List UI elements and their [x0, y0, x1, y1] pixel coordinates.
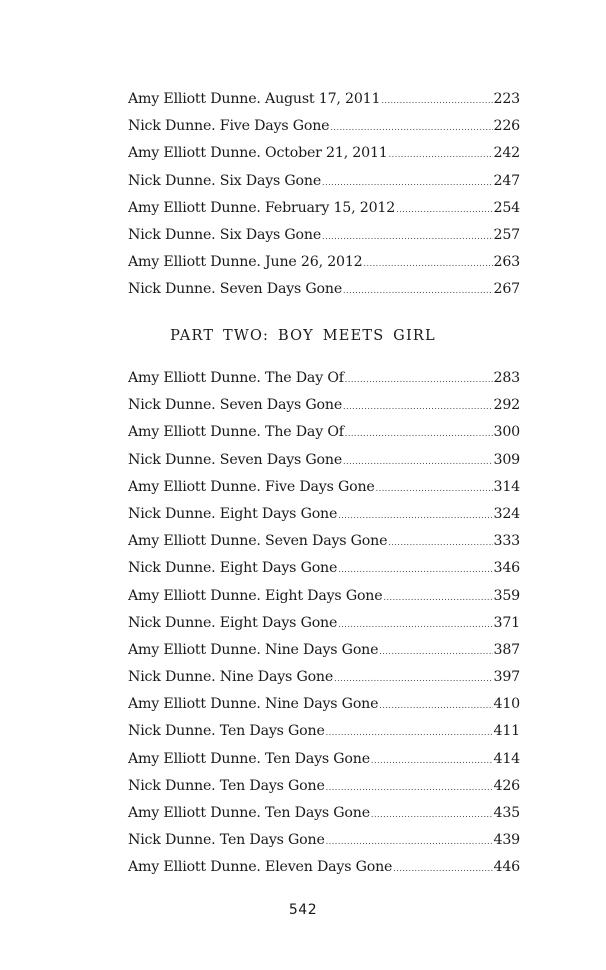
- toc-entry: [128, 168, 520, 195]
- part-heading: PART TWO: BOY MEETS GIRL: [170, 328, 436, 344]
- toc-entry-page-number: 263: [493, 254, 520, 271]
- toc-entry-page-number: 359: [493, 587, 520, 604]
- toc-entry: [128, 365, 520, 392]
- dot-leader: [379, 692, 492, 719]
- toc-entry-page-number: 346: [493, 560, 520, 577]
- toc-entry-title: Nick Dunne. Eight Days Gone: [128, 560, 338, 577]
- toc-block-two: [128, 365, 520, 882]
- toc-entry: [128, 222, 520, 249]
- dot-leader: [364, 250, 493, 277]
- toc-entry-title: Amy Elliott Dunne. August 17, 2011: [128, 91, 381, 107]
- dot-leader: [326, 774, 493, 801]
- dot-leader: [330, 114, 492, 141]
- toc-entry-page-number: 446: [493, 859, 520, 876]
- toc-entry-title: Nick Dunne. Eight Days Gone: [128, 505, 338, 522]
- toc-entry-page-number: 309: [493, 451, 520, 468]
- toc-entry-page-number: 410: [493, 696, 520, 713]
- toc-entry-page-number: 247: [493, 172, 520, 189]
- toc-entry-page-number: 283: [493, 370, 520, 386]
- dot-leader: [376, 475, 493, 502]
- toc-entry-title: Amy Elliott Dunne. The Day Of: [128, 424, 344, 441]
- toc-entry-title: Amy Elliott Dunne. Ten Days Gone: [128, 750, 370, 767]
- toc-entry: [128, 140, 520, 167]
- dot-leader: [326, 828, 493, 855]
- toc-entry-page-number: 439: [493, 832, 520, 849]
- toc-entry: [128, 392, 520, 419]
- dot-leader: [343, 448, 492, 475]
- toc-entry: [128, 528, 520, 555]
- toc-entry-page-number: 324: [493, 505, 520, 522]
- toc-block-one: [128, 86, 520, 304]
- dot-leader: [393, 855, 492, 882]
- toc-entry-title: Amy Elliott Dunne. Nine Days Gone: [128, 696, 379, 713]
- dot-leader: [383, 584, 492, 611]
- toc-entry-title: Nick Dunne. Ten Days Gone: [128, 723, 325, 740]
- toc-entry-page-number: 254: [493, 199, 520, 216]
- toc-entry-title: Amy Elliott Dunne. June 26, 2012: [128, 254, 363, 271]
- dot-leader: [379, 638, 492, 665]
- toc-entry-page-number: 223: [493, 91, 520, 107]
- toc-entry-page-number: 242: [493, 145, 520, 162]
- dot-leader: [322, 223, 492, 250]
- toc-entry-page-number: 435: [493, 805, 520, 821]
- toc-entry-page-number: 314: [493, 478, 520, 495]
- toc-entry-page-number: 397: [493, 669, 520, 686]
- toc-entry-page-number: 226: [493, 118, 520, 135]
- toc-entry-page-number: 292: [493, 397, 520, 414]
- toc-entry-page-number: 267: [493, 281, 520, 298]
- toc-entry-page-number: 300: [493, 424, 520, 441]
- toc-entry-title: Nick Dunne. Ten Days Gone: [128, 777, 325, 794]
- toc-entry: [128, 113, 520, 140]
- dot-leader: [371, 747, 493, 774]
- dot-leader: [345, 420, 493, 447]
- toc-entry-title: Amy Elliott Dunne. Seven Days Gone: [128, 533, 388, 550]
- dot-leader: [338, 556, 492, 583]
- dot-leader: [396, 196, 492, 223]
- dot-leader: [322, 169, 492, 196]
- toc-entry-title: Nick Dunne. Six Days Gone: [128, 172, 322, 189]
- toc-entry: [128, 555, 520, 582]
- toc-entry-title: Nick Dunne. Seven Days Gone: [128, 397, 343, 414]
- toc-entry-title: Nick Dunne. Seven Days Gone: [128, 281, 343, 298]
- toc-entry-title: Amy Elliott Dunne. Five Days Gone: [128, 478, 375, 495]
- toc-entry-title: Nick Dunne. Nine Days Gone: [128, 669, 334, 686]
- toc-entry-title: Amy Elliott Dunne. The Day Of: [128, 370, 344, 386]
- toc-entry: [128, 854, 520, 881]
- dot-leader: [343, 277, 492, 304]
- dot-leader: [371, 801, 493, 828]
- dot-leader: [343, 393, 492, 420]
- toc-entry: [128, 827, 520, 854]
- toc-entry: [128, 249, 520, 276]
- toc-entry-title: Nick Dunne. Six Days Gone: [128, 226, 322, 243]
- toc-entry-title: Amy Elliott Dunne. Nine Days Gone: [128, 641, 379, 658]
- toc-entry-page-number: 257: [493, 226, 520, 243]
- toc-entry: [128, 746, 520, 773]
- dot-leader: [388, 529, 492, 556]
- toc-entry: [128, 419, 520, 446]
- toc-entry-page-number: 371: [493, 614, 520, 631]
- toc-entry: [128, 691, 520, 718]
- toc-entry-title: Nick Dunne. Eight Days Gone: [128, 614, 338, 631]
- toc-entry-title: Amy Elliott Dunne. Eleven Days Gone: [128, 859, 393, 876]
- toc-entry-title: Amy Elliott Dunne. February 15, 2012: [128, 199, 396, 216]
- toc-entry-page-number: 426: [493, 777, 520, 794]
- dot-leader: [345, 366, 493, 393]
- toc-entry: [128, 583, 520, 610]
- page-number: 542: [288, 902, 318, 918]
- toc-entry: [128, 501, 520, 528]
- toc-entry-page-number: 411: [493, 723, 520, 740]
- toc-entry: [128, 800, 520, 827]
- toc-entry: [128, 637, 520, 664]
- dot-leader: [334, 665, 492, 692]
- dot-leader: [381, 87, 492, 114]
- dot-leader: [389, 141, 493, 168]
- toc-entry-title: Nick Dunne. Seven Days Gone: [128, 451, 343, 468]
- dot-leader: [338, 611, 492, 638]
- toc-entry-title: Amy Elliott Dunne. Ten Days Gone: [128, 805, 370, 821]
- toc-entry: [128, 474, 520, 501]
- dot-leader: [326, 719, 493, 746]
- toc-entry-title: Amy Elliott Dunne. October 21, 2011: [128, 145, 388, 162]
- toc-entry-page-number: 333: [493, 533, 520, 550]
- toc-entry-title: Nick Dunne. Ten Days Gone: [128, 832, 325, 849]
- toc-entry-title: Nick Dunne. Five Days Gone: [128, 118, 330, 135]
- toc-entry: [128, 276, 520, 303]
- toc-entry: [128, 664, 520, 691]
- toc-entry: [128, 195, 520, 222]
- toc-entry: [128, 447, 520, 474]
- toc-entry: [128, 610, 520, 637]
- toc-entry-title: Amy Elliott Dunne. Eight Days Gone: [128, 587, 383, 604]
- toc-entry: [128, 773, 520, 800]
- toc-entry-page-number: 414: [493, 750, 520, 767]
- toc-entry: [128, 86, 520, 113]
- dot-leader: [338, 502, 492, 529]
- toc-entry: [128, 718, 520, 745]
- toc-entry-page-number: 387: [493, 641, 520, 658]
